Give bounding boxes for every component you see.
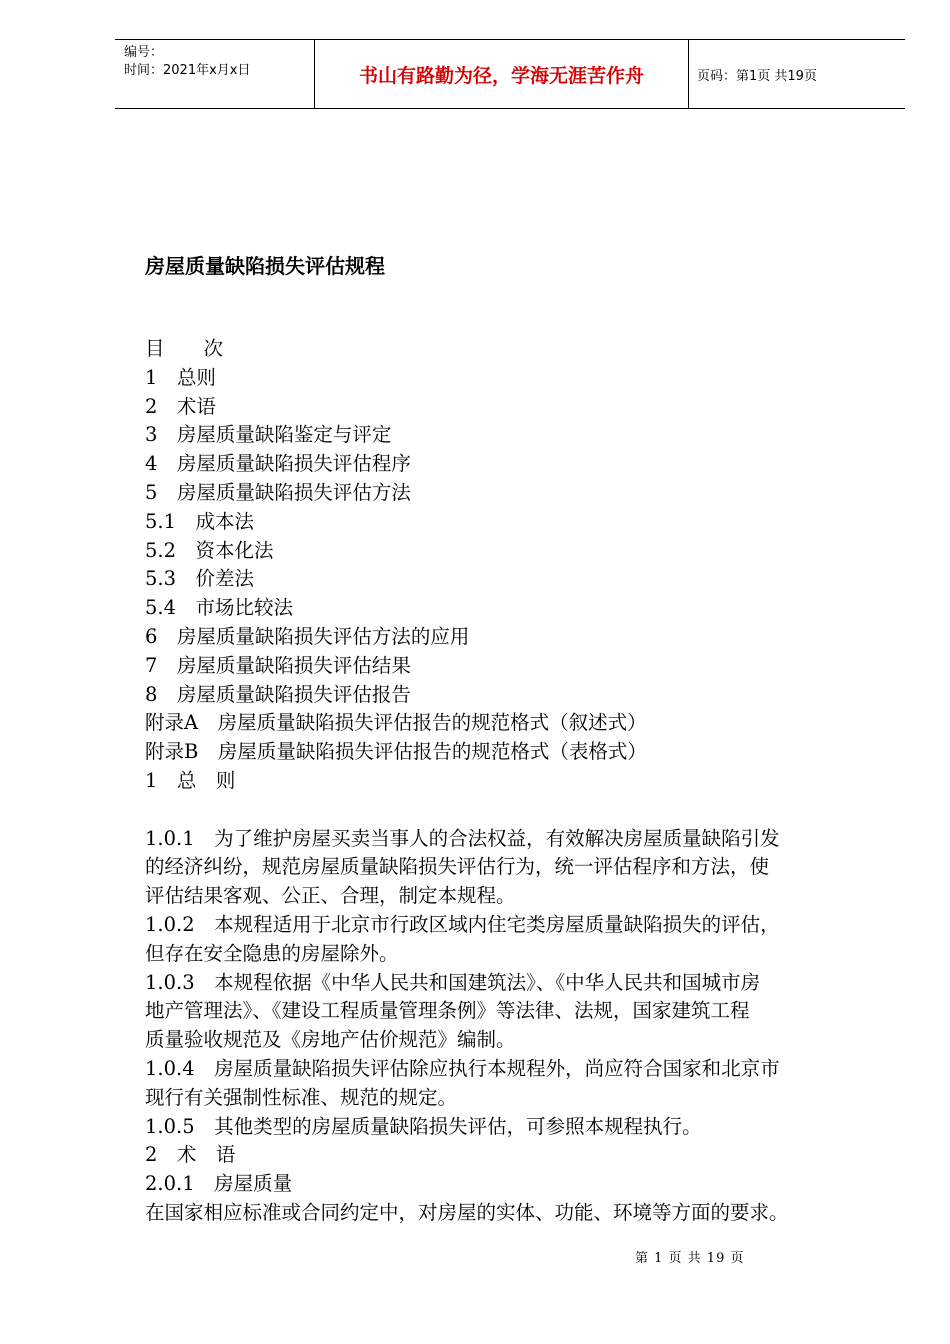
paragraph-line: 1.0.4 房屋质量缺陷损失评估除应执行本规程外，尚应符合国家和北京市 [145, 1056, 780, 1080]
paragraph-line: 现行有关强制性标准、规范的规定。 [145, 1085, 458, 1109]
paragraph-line: 1.0.2 本规程适用于北京市行政区域内住宅类房屋质量缺陷损失的评估， [145, 912, 780, 936]
toc-item: 3 房屋质量缺陷鉴定与评定 [145, 423, 392, 447]
toc-item: 5.3 价差法 [145, 567, 255, 591]
paragraph-line: 但存在安全隐患的房屋除外。 [145, 941, 399, 965]
toc-item: 6 房屋质量缺陷损失评估方法的应用 [145, 624, 470, 648]
toc-item: 附录B 房屋质量缺陷损失评估报告的规范格式（表格式） [145, 740, 647, 764]
toc-heading: 目 次 [145, 337, 224, 360]
toc-item: 5.2 资本化法 [145, 538, 274, 562]
paragraph-line: 的经济纠纷，规范房屋质量缺陷损失评估行为，统一评估程序和方法，使 [145, 855, 770, 879]
header-time-label: 时间：2021年x月x日 [124, 63, 251, 78]
toc-item: 1 总则 [145, 365, 216, 389]
section-heading: 2 术 语 [145, 1143, 236, 1167]
paragraph-line: 1.0.5 其他类型的房屋质量缺陷损失评估，可参照本规程执行。 [145, 1114, 702, 1138]
toc-item: 7 房屋质量缺陷损失评估结果 [145, 653, 411, 677]
toc-item: 4 房屋质量缺陷损失评估程序 [145, 452, 411, 476]
header-meta [115, 40, 315, 108]
paragraph-line: 1.0.1 为了维护房屋买卖当事人的合法权益，有效解决房屋质量缺陷引发 [145, 826, 780, 850]
paragraph-line: 在国家相应标准或合同约定中，对房屋的实体、功能、环境等方面的要求。 [145, 1200, 789, 1224]
toc-item: 5 房屋质量缺陷损失评估方法 [145, 480, 411, 504]
document-title: 房屋质量缺陷损失评估规程 [145, 254, 385, 278]
toc-item: 2 术语 [145, 394, 216, 418]
header-number-label: 编号： [124, 45, 164, 60]
header-motto: 书山有路勤为径，学海无涯苦作舟 [315, 40, 689, 108]
paragraph-line: 评估结果客观、公正、合理，制定本规程。 [145, 884, 516, 908]
paragraph-line: 1.0.3 本规程依据《中华人民共和国建筑法》、《中华人民共和国城市房 [145, 970, 761, 994]
paragraph-line: 地产管理法》、《建设工程质量管理条例》等法律、法规，国家建筑工程 [145, 999, 750, 1023]
section-heading: 1 总 则 [145, 768, 236, 792]
paragraph-line: 质量验收规范及《房地产估价规范》编制。 [145, 1028, 516, 1052]
toc-item: 附录A 房屋质量缺陷损失评估报告的规范格式（叙述式） [145, 711, 647, 735]
page-footer: 第 1 页 共 19 页 [635, 1251, 745, 1266]
toc-item: 5.1 成本法 [145, 509, 255, 533]
document-body [145, 335, 875, 1228]
blank-line [145, 796, 875, 825]
page-header [115, 39, 905, 109]
toc-item: 5.4 市场比较法 [145, 596, 294, 620]
toc-item: 8 房屋质量缺陷损失评估报告 [145, 682, 411, 706]
paragraph-line: 2.0.1 房屋质量 [145, 1172, 293, 1196]
header-page-info: 页码：第1页 共19页 [697, 68, 817, 84]
